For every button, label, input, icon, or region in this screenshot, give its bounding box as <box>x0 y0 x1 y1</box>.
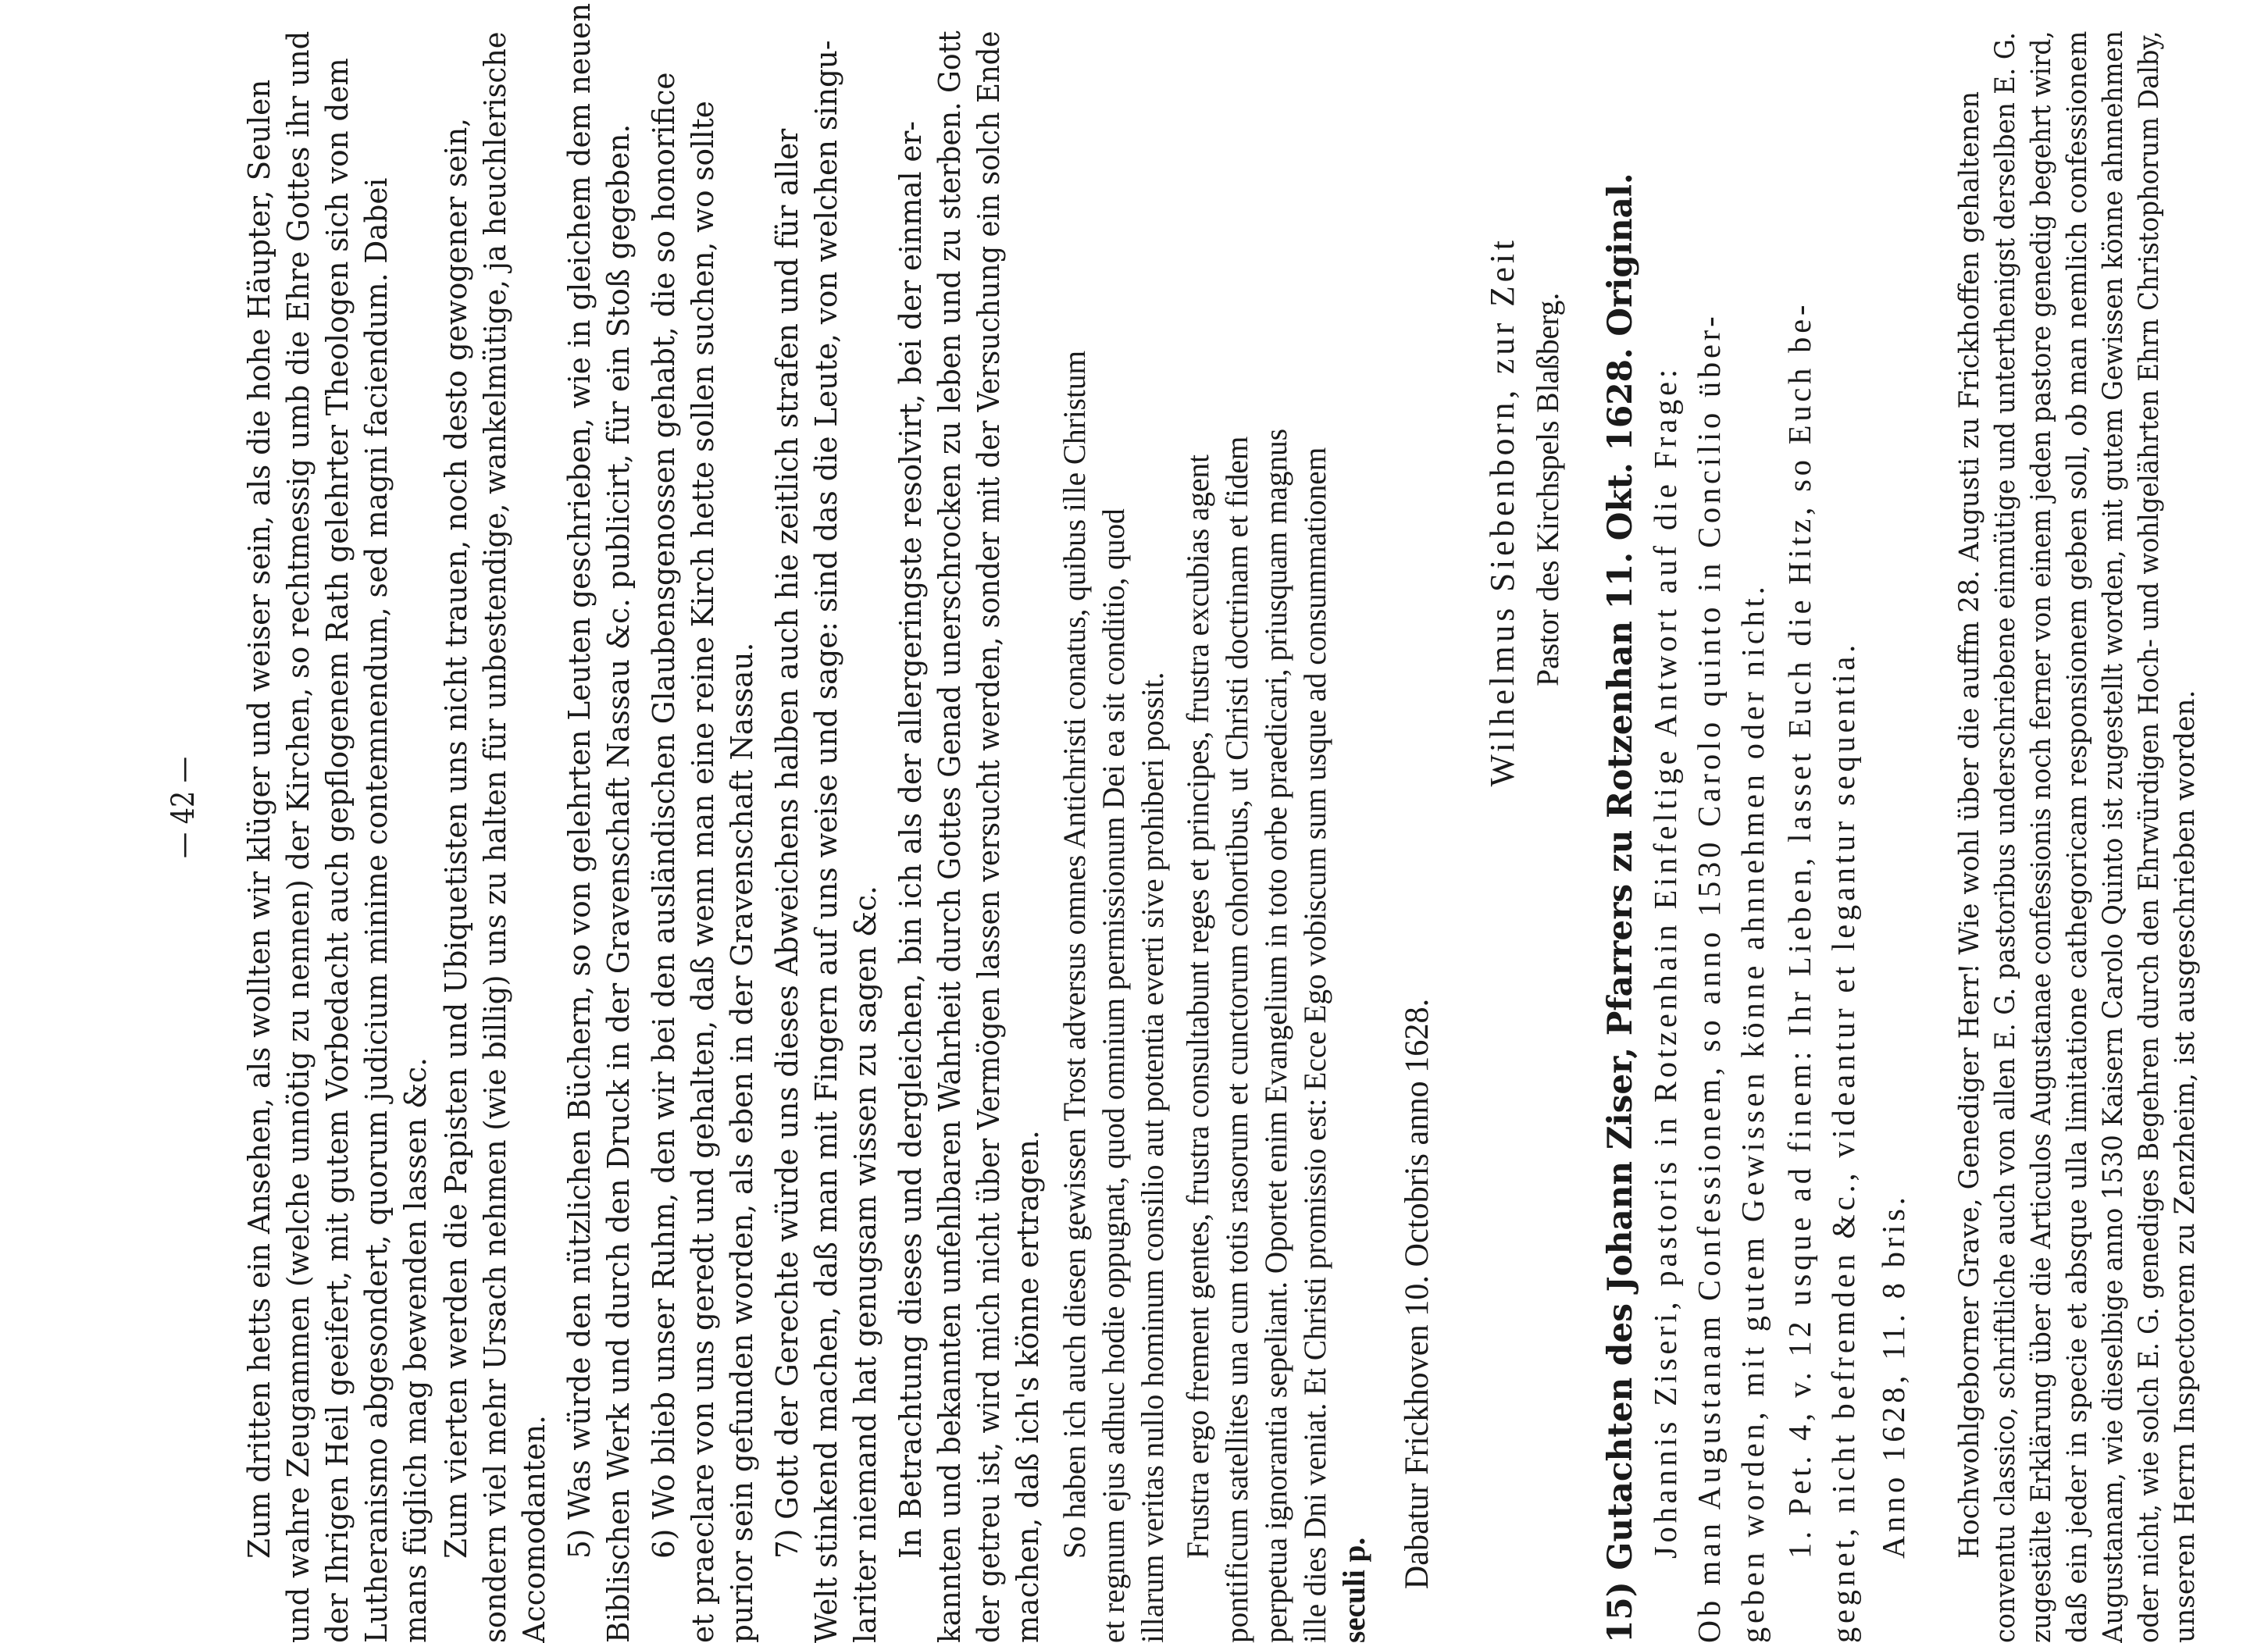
text-line: So haben ich auch diesen gewissen Trost adversus omnes Antichristi conatus, quibus ille Christum <box>1057 350 1092 1559</box>
text-line: Lutheranismo abgesondert, quorum judicium minime contemnendum, sed magni faciendum. Dabei <box>359 177 394 1643</box>
text-line: geben worden, mit gutem Gewissen könne ahnnehmen oder nicht. <box>1735 583 1771 1643</box>
small-text-line: daß ein jeder in specie et absque ulla limitatione cathegoricam responsionem geben soll, ob man nemlich confessionem <box>2062 30 2093 1643</box>
text-line: Ob man Augustanam Confessionem, so anno 1530 Carolo quinto in Concilio über- <box>1691 312 1727 1643</box>
page-number: — 42 — <box>166 756 201 859</box>
text-line: et regnum ejus adhuc hodie oppugnat, quod omnium permissionum Dei ea sit conditio, quod <box>1096 508 1131 1643</box>
text-line: 7) Gott der Gerechte würde uns dieses Abweichens halben auch hie zeitlich strafen und für aller <box>770 128 804 1559</box>
text-line: sondern viel mehr Ursach nehmen (wie billig) uns zu halten für unbestendige, wankelmütige, ja heuchlerische <box>478 31 512 1643</box>
text-line: lariter niemand hat genugsam wissen zu sagen &c. <box>848 886 883 1643</box>
small-text-line: oder nicht, wie solch E. G. genediges Begehren durch den Ehrwürdigen Hoch- und wohlgelährten Ehrn Christophorum Dalby, <box>2134 30 2165 1643</box>
text-line: der getreu ist, wird mich nicht über Vermögen lassen versucht werden, sonder mit der Versuchung ein solch Ende <box>972 30 1006 1643</box>
small-text-line: Augustanam, wie dieselbige anno 1530 Kaisern Carolo Quinto ist zugestellt worden, mit gutem Gewissen könne ahnnehmen <box>2098 30 2129 1643</box>
text-line: et praeclare von uns geredt und gehalten, daß wenn man eine reine Kirch hette sollen suchen, wo sollte <box>686 101 720 1643</box>
text-line: Johannis Ziseri, pastoris in Rotzenhain Einfeltige Antwort auf die Frage: <box>1647 365 1683 1559</box>
text-line: pontificum satellites una cum totis rasorum et cunctorum cohortibus, ut Christi doctrinam et fidem <box>1219 436 1254 1643</box>
signature-title: Pastor des Kirchspels Blaßberg. <box>1530 292 1565 686</box>
text-line: Frustra ergo frement gentes, frustra consultabunt reges et principes, frustra excubias agent <box>1180 454 1215 1559</box>
text-line: der Ihrigen Heil geeifert, mit gutem Vorbedacht auch gepflogenem Rath gelehrter Theologen sich von dem <box>320 58 355 1643</box>
text-line: gegnet, nicht befremden &c., videantur et legantur sequentia. <box>1825 640 1861 1643</box>
text-line: perpetua ignorantia sepeliant. Oportet enim Evangelium in toto orbe praedicari, priusquam magnus <box>1258 429 1293 1643</box>
text-line: In Betrachtung dieses und dergleichen, bin ich als der allergeringste resolvirt, bei der einmal er- <box>893 121 928 1559</box>
text-line: Zum vierten werden die Papisten und Ubiquetisten uns nicht trauen, noch desto gewogener sein, <box>439 117 473 1559</box>
text-line: Biblischen Werk und durch den Druck in der Gravenschaft Nassau &c. publicirt, für ein Stoß gegeben. <box>601 123 636 1643</box>
text-line: 6) Wo blieb unser Ruhm, den wir bei den ausländischen Glaubensgenossen gehabt, die so honorifice <box>647 72 681 1559</box>
text-line: 5) Was würde den nützlichen Büchern, so von gelehrten Leuten geschrieben, wie in gleichem dem neuen <box>562 2 597 1559</box>
text-line: seculi p. <box>1336 1537 1371 1643</box>
text-line: mans füglich mag bewenden lassen &c. <box>398 1057 433 1643</box>
text-line: ille dies Dni veniat. Et Christi promissio est: Ecce Ego vobiscum sum usque ad consummationem <box>1297 447 1332 1643</box>
small-text-line: Hochwohlgeborner Grave, Genediger Herr! Wie wohl über die auffm 28. Augusti zu Frickhoffen gehaltenen <box>1954 91 1985 1559</box>
text-line: kannten und bekannten unfehlbaren Wahrheit durch Gottes Genad unerschrocken zu leben und zu sterben. Gott <box>933 30 967 1643</box>
text-line: illarum veritas nullo hominum consilio aut potentia everti sive prohiberi possit. <box>1135 672 1170 1643</box>
signature-name: Wilhelmus Siebenborn, zur Zeit <box>1483 237 1521 787</box>
section-heading: 15) Gutachten des Johann Ziser, Pfarrers zu Rotzenhan 11. Okt. 1628. Original. <box>1601 173 1640 1643</box>
text-line: 1. Pet. 4, v. 12 usque ad finem: Ihr Lieben, lasset Euch die Hitz, so Euch be- <box>1781 301 1817 1559</box>
text-line: Welt stinkend machen, daß man mit Fingern auf uns weise und sage: sind das die Leute, von welchen singu- <box>809 40 843 1643</box>
text-line: machen, daß ich's könne ertragen. <box>1011 1130 1045 1643</box>
text-line: Anno 1628, 11. 8 bris. <box>1875 1193 1911 1559</box>
dating-line: Dabatur Frickhoven 10. Octobris anno 1628. <box>1399 998 1435 1590</box>
small-text-line: zugestälte Erklärung über die Articulos Augustanae confessionis noch ferner von einem jeden pastore genedig begehrt wird, <box>2026 30 2057 1643</box>
text-line: Zum dritten hetts ein Ansehen, als wollten wir klüger und weiser sein, als die hohe Häupter, Seulen <box>242 79 276 1559</box>
text-line: und wahre Zeugammen (welche unnötig zu nennen) der Kirchen, so rechtmessig umb die Ehre Gottes ihr und <box>281 30 316 1643</box>
text-line: purior sein gefunden worden, als eben in der Gravenschaft Nassau. <box>725 642 759 1643</box>
small-text-line: unseren Herrn Inspectorem zu Zenzheim, ist ausgeschrieben worden. <box>2170 690 2201 1643</box>
small-text-line: conventu classico, schriftliche auch von allen E. G. pastoribus underschriebene einmütige und unterthenigst derselben E. G. <box>1990 32 2021 1643</box>
text-line: Accomodanten. <box>517 1415 551 1643</box>
